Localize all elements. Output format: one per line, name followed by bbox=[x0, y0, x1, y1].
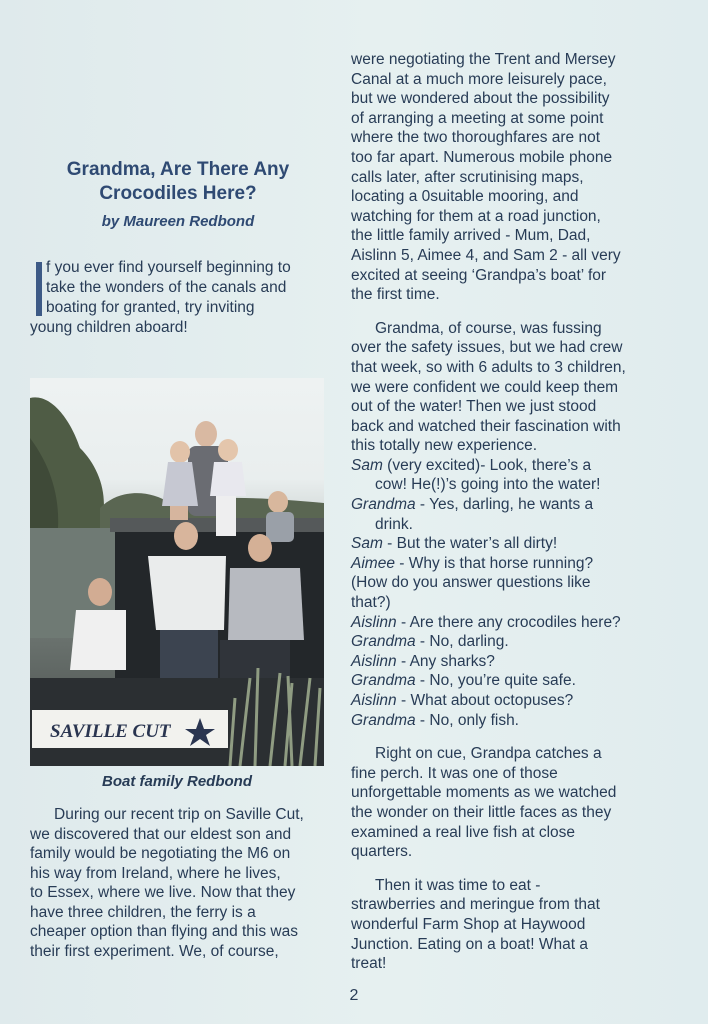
speech: cow! He(!)’s going into the water! bbox=[375, 476, 601, 494]
intro-line: boating for granted, try inviting bbox=[46, 299, 255, 316]
text-line: back and watched their fascination with bbox=[351, 417, 621, 435]
intro-line: young children aboard! bbox=[30, 319, 188, 336]
dialogue-line bbox=[351, 554, 663, 574]
text-line: to Essex, where we live. Now that they bbox=[30, 884, 296, 901]
speaker: Aislinn bbox=[351, 652, 397, 670]
text-line: Canal at a much more leisurely pace, bbox=[351, 70, 607, 88]
dialogue-line bbox=[351, 691, 663, 711]
speech: - What about octopuses? bbox=[396, 692, 574, 709]
person-child-head bbox=[170, 441, 190, 463]
dialogue-line bbox=[351, 573, 663, 593]
person-mother-head bbox=[174, 522, 198, 550]
person-child-top bbox=[210, 462, 246, 496]
text-line: too far apart. Numerous mobile phone bbox=[351, 148, 613, 166]
intro-line: take the wonders of the canals and bbox=[46, 279, 287, 296]
dialogue-line bbox=[351, 495, 663, 515]
text-line: where the two thoroughfares are not bbox=[351, 129, 601, 147]
paragraph-3 bbox=[351, 744, 663, 862]
text-line: we discovered that our eldest son and bbox=[30, 825, 292, 843]
dialogue bbox=[351, 456, 663, 730]
dialogue-line bbox=[351, 652, 663, 672]
text-line: were negotiating the Trent and Mersey bbox=[351, 51, 616, 68]
speech: - No, darling. bbox=[415, 633, 509, 651]
photo-illustration bbox=[30, 378, 324, 766]
article-byline: by Maureen Redbond bbox=[101, 213, 255, 230]
text-line: over the safety issues, but we had crew bbox=[351, 339, 623, 357]
intro-line: f you ever find yourself beginning to bbox=[46, 259, 291, 276]
right-column bbox=[351, 50, 663, 974]
intro-paragraph bbox=[30, 258, 326, 338]
person-child-dress bbox=[162, 462, 198, 506]
speech: (very excited)- Look, there’s a bbox=[382, 456, 592, 474]
speaker: Grandma bbox=[351, 633, 416, 651]
dialogue-line bbox=[351, 593, 663, 613]
text-line: wonderful Farm Shop at Haywood bbox=[351, 915, 586, 933]
person-mother-top bbox=[148, 556, 226, 630]
person-father-head bbox=[248, 534, 272, 562]
paragraph-1 bbox=[351, 50, 663, 305]
text-line: the wonder on their little faces as they bbox=[351, 803, 612, 821]
dialogue-line bbox=[351, 671, 663, 691]
dialogue-line bbox=[351, 711, 663, 731]
text-line: that week, so with 6 adults to 3 children, bbox=[351, 358, 626, 376]
person-grandma-head bbox=[88, 578, 112, 606]
drop-cap-bar bbox=[36, 262, 42, 316]
text-line: Then it was time to eat - bbox=[375, 876, 541, 894]
text-line: the first time. bbox=[351, 286, 440, 304]
dialogue-line bbox=[351, 475, 663, 495]
page-number: 2 bbox=[349, 987, 359, 1004]
text-line: watching for them at a road junction, bbox=[351, 207, 601, 225]
text-line: their first experiment. We, of course, bbox=[30, 942, 279, 960]
speaker: Grandma bbox=[351, 672, 416, 690]
text-line: locating a 0suitable mooring, and bbox=[351, 188, 579, 206]
text-line: quarters. bbox=[351, 843, 413, 861]
photo-caption: Boat family Redbond bbox=[101, 773, 252, 790]
speaker: Aislinn bbox=[351, 613, 397, 631]
person-boy-head bbox=[268, 491, 288, 513]
speech: - Are there any crocodiles here? bbox=[396, 613, 621, 631]
left-body-paragraph bbox=[30, 805, 326, 961]
text-line: excited at seeing ‘Grandpa’s boat’ for bbox=[351, 266, 607, 284]
text-line: out of the water! Then we just stood bbox=[351, 398, 597, 416]
speaker: Grandma bbox=[351, 496, 416, 514]
text-line: fine perch. It was one of those bbox=[351, 764, 558, 782]
paragraph-2 bbox=[351, 319, 663, 456]
text-line: cheaper option than flying and this was bbox=[30, 923, 298, 940]
person-grandma-top bbox=[70, 610, 126, 670]
speech: - No, only fish. bbox=[415, 711, 519, 729]
speech: (How do you answer questions like bbox=[351, 574, 591, 592]
text-line: During our recent trip on Saville Cut, bbox=[54, 806, 304, 823]
speaker: Grandma bbox=[351, 711, 416, 729]
text-line: have three children, the ferry is a bbox=[30, 903, 256, 921]
speaker: Aislinn bbox=[351, 692, 397, 709]
text-line: strawberries and meringue from that bbox=[351, 896, 600, 914]
text-line: his way from Ireland, where he lives, bbox=[30, 864, 281, 882]
title-line-2: Crocodiles Here? bbox=[99, 183, 257, 204]
text-line: we were confident we could keep them bbox=[351, 378, 619, 396]
text-line: Aislinn 5, Aimee 4, and Sam 2 - all very bbox=[351, 246, 621, 264]
person-child-legs bbox=[170, 506, 188, 520]
person-father-shirt bbox=[228, 568, 304, 640]
text-line: examined a real live fish at close bbox=[351, 823, 576, 841]
paragraph-4 bbox=[351, 876, 663, 974]
text-line: the little family arrived - Mum, Dad, bbox=[351, 227, 591, 245]
speech: that?) bbox=[351, 594, 391, 612]
article-title bbox=[28, 158, 328, 206]
family-boat-photo bbox=[30, 378, 324, 766]
text-line: but we wondered about the possibility bbox=[351, 90, 610, 108]
dialogue-line bbox=[351, 632, 663, 652]
person-child-head bbox=[218, 439, 238, 461]
text-line: Right on cue, Grandpa catches a bbox=[375, 745, 602, 763]
dialogue-line bbox=[351, 515, 663, 535]
text-line: Junction. Eating on a boat! What a bbox=[351, 935, 588, 953]
person-child-legs bbox=[216, 496, 236, 536]
boat-name-text: SAVILLE CUT bbox=[50, 721, 171, 742]
speech: - Any sharks? bbox=[396, 652, 495, 670]
speech: - No, you’re quite safe. bbox=[415, 672, 576, 690]
text-line: of arranging a meeting at some point bbox=[351, 109, 604, 127]
text-line: this totally new experience. bbox=[351, 437, 538, 455]
speech: - But the water’s all dirty! bbox=[382, 535, 558, 553]
text-line: family would be negotiating the M6 on bbox=[30, 845, 291, 862]
text-line: Grandma, of course, was fussing bbox=[375, 319, 602, 337]
speech: - Yes, darling, he wants a bbox=[415, 496, 594, 514]
text-line: treat! bbox=[351, 955, 387, 973]
dialogue-line bbox=[351, 456, 663, 476]
speaker: Aimee bbox=[351, 554, 395, 572]
dialogue-line bbox=[351, 534, 663, 554]
person-grandpa-head bbox=[195, 421, 217, 447]
speaker: Sam bbox=[351, 535, 383, 553]
speaker: Sam bbox=[351, 456, 383, 474]
speech: drink. bbox=[375, 515, 413, 533]
text-line: calls later, after scrutinising maps, bbox=[351, 168, 584, 186]
dialogue-line bbox=[351, 613, 663, 633]
person-boy-body bbox=[266, 512, 294, 542]
title-line-1: Grandma, Are There Any bbox=[66, 159, 290, 180]
text-line: unforgettable moments as we watched bbox=[351, 784, 617, 802]
speech: - Why is that horse running? bbox=[394, 554, 594, 572]
